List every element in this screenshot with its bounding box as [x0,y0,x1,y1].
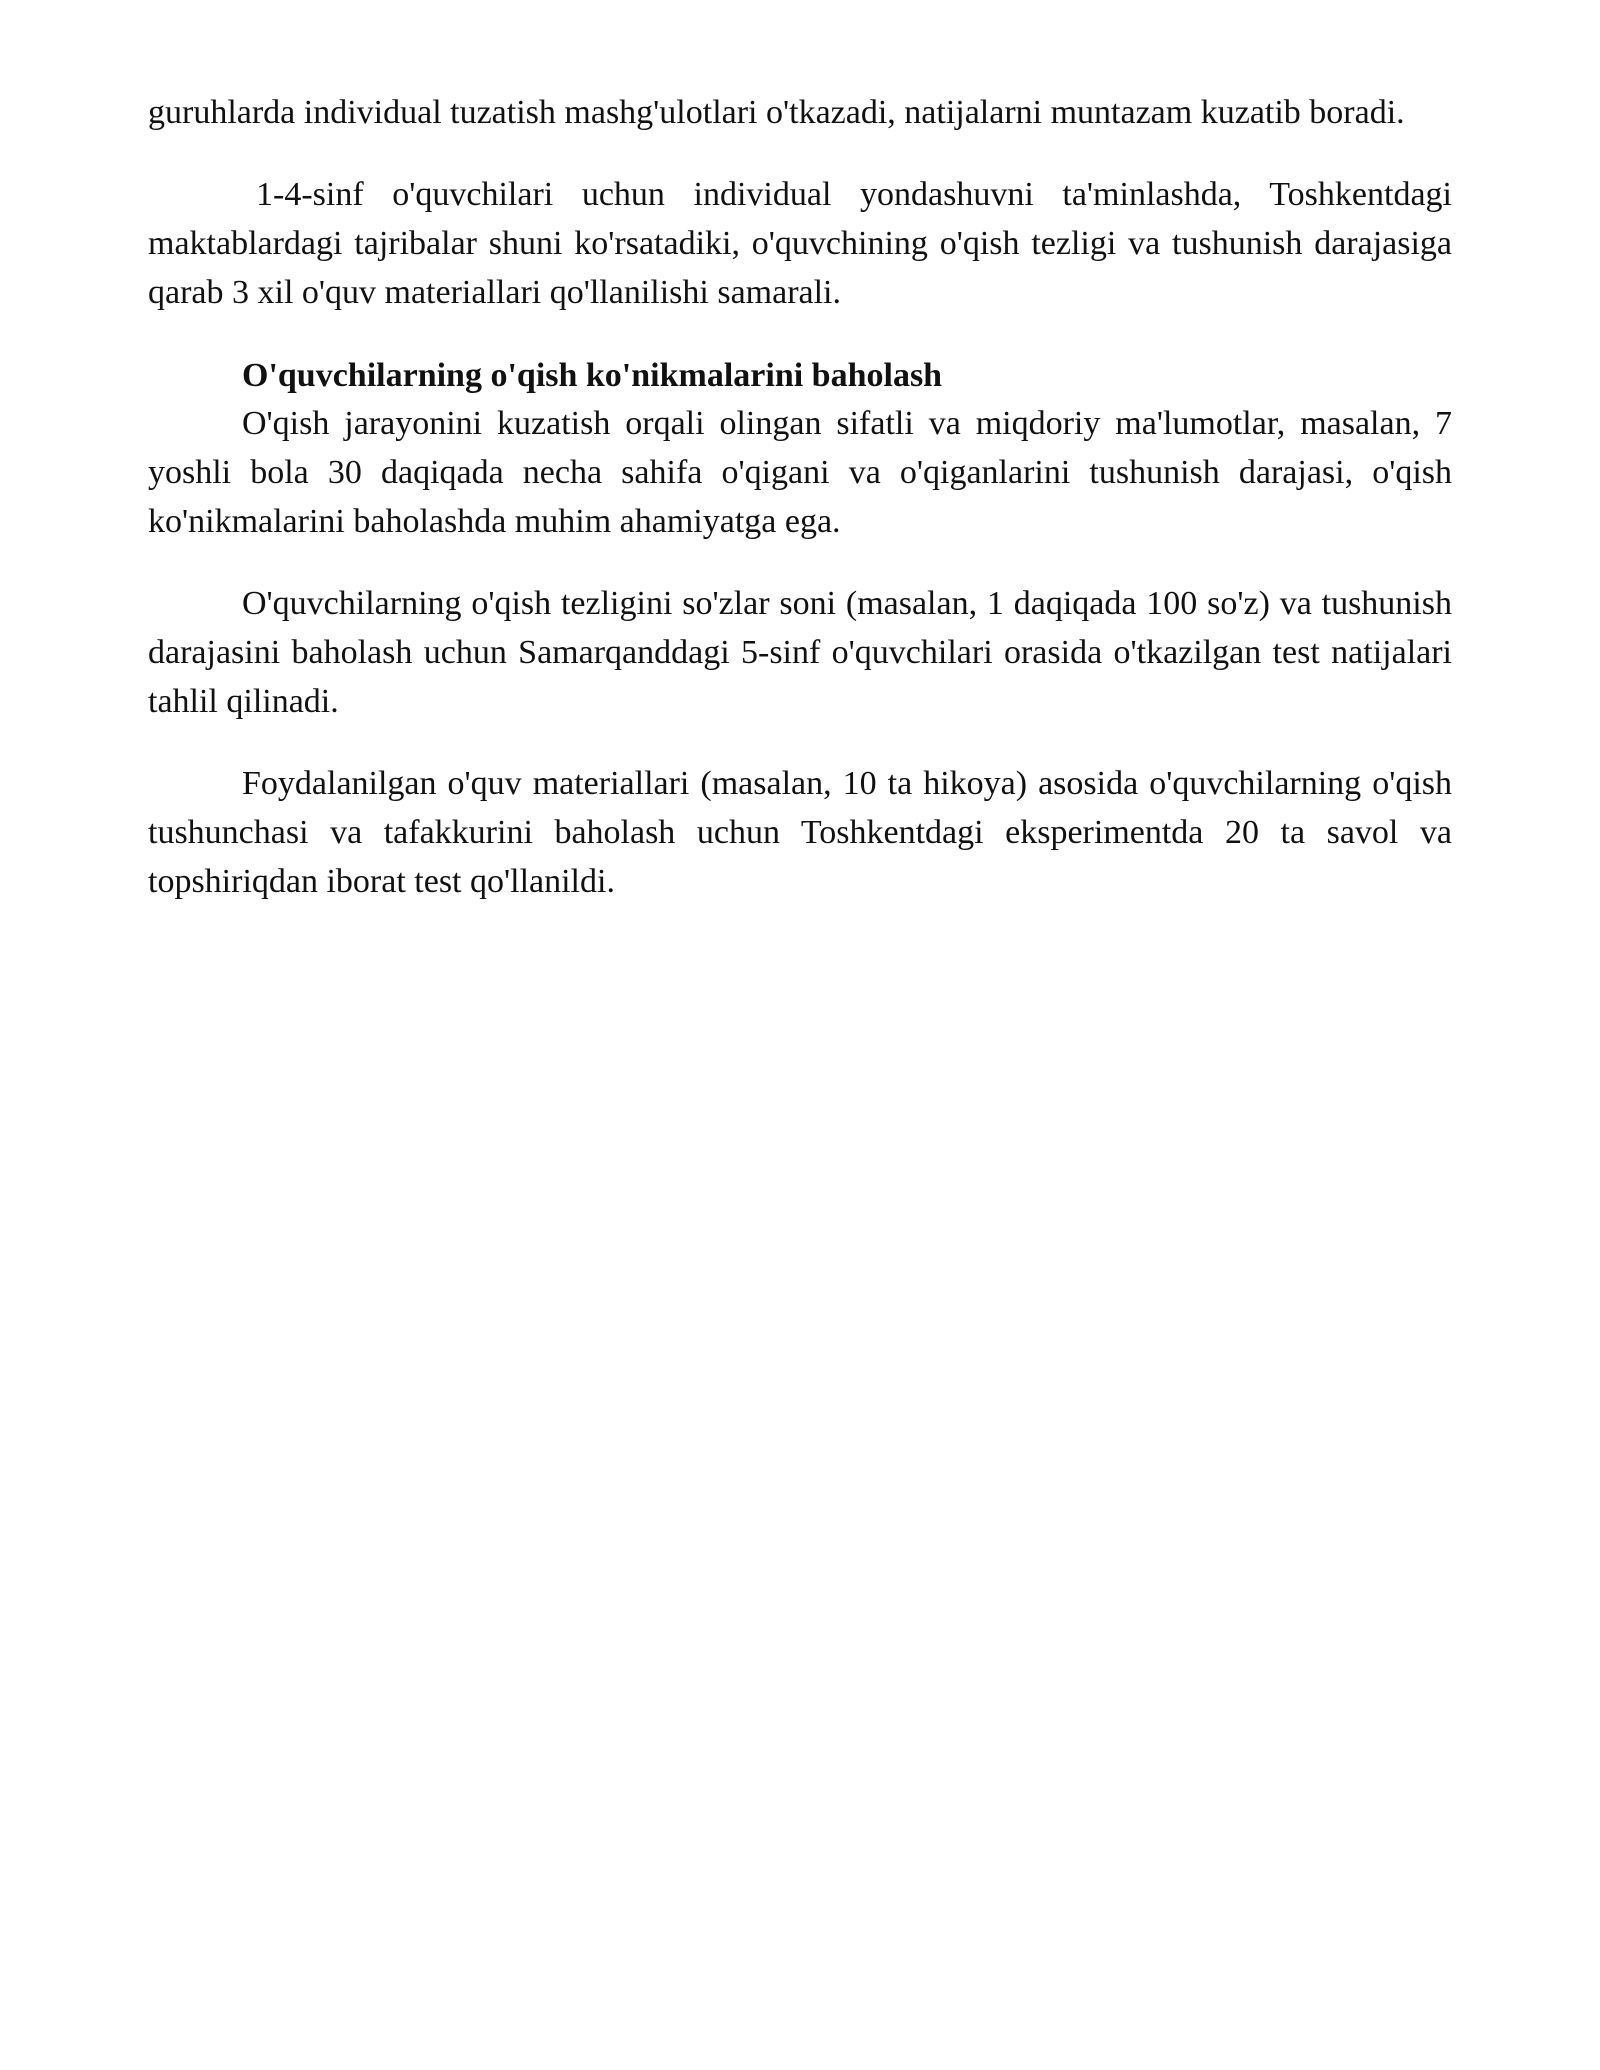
document-body [148,88,1452,906]
paragraph-individual-approach: 1-4-sinf o'quvchilari uchun individual yondashuvni ta'minlashda, Toshkentdagi maktablardagi tajribalar shuni ko'rsatadiki, o'quvchining o'qish tezligi va tushunish darajasiga qarab 3 xil o'quv materiallari qo'llanilishi samarali. [148,176,1452,311]
paragraph-materials-test: Foydalanilgan o'quv materiallari (masalan, 10 ta hikoya) asosida o'quvchilarning o'qish tushunchasi va tafakkurini baholash uchun Toshkentdagi eksperimentda 20 ta savol va topshiriqdan iborat test qo'llanildi. [148,765,1452,900]
section-heading: O'quvchilarning o'qish ko'nikmalarini baholash [242,357,943,394]
paragraph-continuation: guruhlarda individual tuzatish mashg'ulotlari o'tkazadi, natijalarni muntazam kuzatib boradi. [148,94,1405,131]
paragraph-observation: O'qish jarayonini kuzatish orqali olingan sifatli va miqdoriy ma'lumotlar, masalan, 7 yoshli bola 30 daqiqada necha sahifa o'qigani va o'qiganlarini tushunish darajasi, o'qish ko'nikmalarini baholashda muhim ahamiyatga ega. [148,405,1452,540]
paragraph-reading-speed: O'quvchilarning o'qish tezligini so'zlar soni (masalan, 1 daqiqada 100 so'z) va tushunish darajasini baholash uchun Samarqanddagi 5-sinf o'quvchilari orasida o'tkazilgan test natijalari tahlil qilinadi. [148,585,1452,720]
